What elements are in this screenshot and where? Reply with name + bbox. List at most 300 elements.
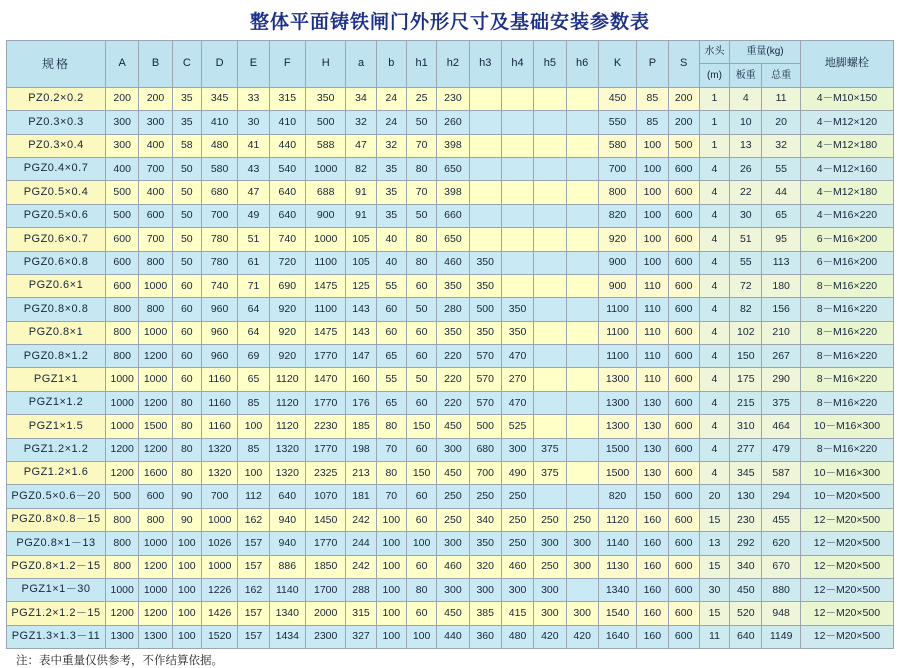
cell-P: 100: [637, 157, 668, 180]
cell-h5: [534, 87, 566, 110]
cell-h4: [501, 204, 533, 227]
cell-spec: PZ0.2×0.2: [7, 87, 106, 110]
cell-D: 1000: [201, 508, 237, 531]
cell-head: 4: [699, 157, 729, 180]
cell-C: 100: [172, 555, 201, 578]
cell-bolt: 10－M20×500: [800, 485, 893, 508]
cell-H: 1770: [305, 391, 345, 414]
cell-spec: PGZ1×1－30: [7, 578, 106, 601]
table-row: [7, 111, 894, 134]
table-row: [7, 485, 894, 508]
cell-h2: 230: [437, 87, 469, 110]
cell-F: 886: [269, 555, 305, 578]
th-f: F: [269, 41, 305, 88]
cell-A: 1000: [106, 391, 139, 414]
cell-C: 35: [172, 87, 201, 110]
cell-F: 920: [269, 321, 305, 344]
cell-h3: [469, 134, 501, 157]
cell-total: 20: [762, 111, 800, 134]
cell-h3: 500: [469, 415, 501, 438]
cell-h3: 385: [469, 602, 501, 625]
cell-total: 290: [762, 368, 800, 391]
cell-C: 50: [172, 157, 201, 180]
cell-E: 51: [238, 228, 269, 251]
cell-plate: 10: [730, 111, 762, 134]
cell-h1: 50: [406, 204, 436, 227]
cell-a: 91: [346, 204, 376, 227]
cell-h4: 470: [501, 345, 533, 368]
cell-h3: 340: [469, 508, 501, 531]
cell-b: 100: [376, 602, 406, 625]
cell-h2: 300: [437, 578, 469, 601]
cell-plate: 345: [730, 462, 762, 485]
cell-A: 1000: [106, 415, 139, 438]
cell-C: 50: [172, 228, 201, 251]
cell-plate: 450: [730, 578, 762, 601]
cell-S: 600: [668, 391, 699, 414]
cell-a: 32: [346, 111, 376, 134]
cell-A: 1300: [106, 625, 139, 648]
cell-h6: [566, 485, 598, 508]
cell-F: 640: [269, 485, 305, 508]
cell-K: 1130: [598, 555, 636, 578]
cell-P: 160: [637, 532, 668, 555]
cell-h3: 570: [469, 345, 501, 368]
table-row: [7, 508, 894, 531]
cell-F: 940: [269, 532, 305, 555]
cell-h5: 375: [534, 462, 566, 485]
cell-E: 85: [238, 391, 269, 414]
cell-S: 600: [668, 532, 699, 555]
th-h1: h1: [406, 41, 436, 88]
cell-total: 55: [762, 157, 800, 180]
cell-b: 80: [376, 462, 406, 485]
cell-h3: 300: [469, 578, 501, 601]
cell-b: 65: [376, 391, 406, 414]
cell-h2: 450: [437, 602, 469, 625]
cell-bolt: 10－M16×300: [800, 462, 893, 485]
cell-K: 920: [598, 228, 636, 251]
cell-bolt: 4－M16×220: [800, 204, 893, 227]
cell-H: 1770: [305, 345, 345, 368]
cell-a: 91: [346, 181, 376, 204]
cell-P: 160: [637, 508, 668, 531]
cell-head: 4: [699, 181, 729, 204]
cell-b: 40: [376, 251, 406, 274]
cell-h5: [534, 111, 566, 134]
cell-b: 100: [376, 508, 406, 531]
cell-C: 90: [172, 485, 201, 508]
cell-h2: 450: [437, 462, 469, 485]
cell-h4: [501, 134, 533, 157]
th-h4: h4: [501, 41, 533, 88]
cell-total: 32: [762, 134, 800, 157]
cell-h3: [469, 228, 501, 251]
cell-bolt: 4－M10×150: [800, 87, 893, 110]
cell-h3: 250: [469, 485, 501, 508]
cell-head: 4: [699, 345, 729, 368]
cell-h6: 420: [566, 625, 598, 648]
cell-h3: 570: [469, 368, 501, 391]
cell-spec: PGZ0.6×0.8: [7, 251, 106, 274]
cell-a: 244: [346, 532, 376, 555]
cell-F: 1140: [269, 578, 305, 601]
cell-E: 61: [238, 251, 269, 274]
cell-F: 920: [269, 298, 305, 321]
cell-h6: [566, 87, 598, 110]
table-row: [7, 345, 894, 368]
cell-C: 50: [172, 181, 201, 204]
cell-h5: [534, 298, 566, 321]
cell-h5: 250: [534, 508, 566, 531]
cell-total: 880: [762, 578, 800, 601]
cell-a: 181: [346, 485, 376, 508]
cell-b: 70: [376, 438, 406, 461]
cell-K: 1340: [598, 578, 636, 601]
cell-K: 1300: [598, 368, 636, 391]
cell-a: 147: [346, 345, 376, 368]
cell-A: 300: [106, 111, 139, 134]
cell-E: 65: [238, 368, 269, 391]
cell-B: 400: [139, 181, 172, 204]
cell-F: 1320: [269, 462, 305, 485]
cell-B: 400: [139, 134, 172, 157]
table-row: [7, 415, 894, 438]
cell-h3: 500: [469, 298, 501, 321]
table-row: [7, 625, 894, 648]
th-head-water-unit: (m): [699, 64, 729, 87]
cell-b: 80: [376, 415, 406, 438]
cell-h3: 700: [469, 462, 501, 485]
cell-h1: 80: [406, 157, 436, 180]
cell-h2: 250: [437, 508, 469, 531]
cell-b: 70: [376, 485, 406, 508]
cell-P: 100: [637, 251, 668, 274]
cell-h2: 300: [437, 438, 469, 461]
cell-plate: 130: [730, 485, 762, 508]
cell-A: 400: [106, 157, 139, 180]
table-row: [7, 204, 894, 227]
cell-h1: 100: [406, 532, 436, 555]
cell-head: 4: [699, 251, 729, 274]
cell-K: 900: [598, 251, 636, 274]
cell-D: 580: [201, 157, 237, 180]
cell-h2: 650: [437, 228, 469, 251]
cell-F: 640: [269, 181, 305, 204]
parameter-table: [6, 40, 894, 649]
th-e: E: [238, 41, 269, 88]
cell-h1: 60: [406, 438, 436, 461]
table-row: [7, 87, 894, 110]
cell-h6: [566, 228, 598, 251]
cell-h2: 440: [437, 625, 469, 648]
cell-total: 65: [762, 204, 800, 227]
cell-A: 600: [106, 251, 139, 274]
cell-P: 110: [637, 345, 668, 368]
cell-C: 60: [172, 321, 201, 344]
table-row: [7, 462, 894, 485]
cell-h2: 280: [437, 298, 469, 321]
cell-head: 4: [699, 204, 729, 227]
cell-bolt: 10－M16×300: [800, 415, 893, 438]
cell-K: 1100: [598, 345, 636, 368]
cell-bolt: 6－M16×200: [800, 251, 893, 274]
cell-P: 110: [637, 298, 668, 321]
cell-plate: 520: [730, 602, 762, 625]
cell-bolt: 8－M16×220: [800, 368, 893, 391]
cell-bolt: 8－M16×220: [800, 321, 893, 344]
cell-K: 1140: [598, 532, 636, 555]
cell-E: 100: [238, 462, 269, 485]
cell-bolt: 12－M20×500: [800, 508, 893, 531]
table-row: [7, 391, 894, 414]
cell-spec: PGZ0.8×1－13: [7, 532, 106, 555]
th-c: C: [172, 41, 201, 88]
cell-B: 1300: [139, 625, 172, 648]
cell-C: 60: [172, 298, 201, 321]
cell-K: 1100: [598, 321, 636, 344]
cell-total: 95: [762, 228, 800, 251]
cell-a: 160: [346, 368, 376, 391]
cell-b: 100: [376, 555, 406, 578]
cell-h2: 450: [437, 415, 469, 438]
cell-C: 100: [172, 578, 201, 601]
cell-bolt: 4－M12×120: [800, 111, 893, 134]
cell-C: 90: [172, 508, 201, 531]
cell-plate: 340: [730, 555, 762, 578]
cell-b: 35: [376, 157, 406, 180]
cell-spec: PGZ0.8×1: [7, 321, 106, 344]
cell-plate: 175: [730, 368, 762, 391]
cell-a: 198: [346, 438, 376, 461]
cell-D: 960: [201, 345, 237, 368]
cell-h5: [534, 415, 566, 438]
th-p: P: [637, 41, 668, 88]
cell-h6: [566, 391, 598, 414]
cell-a: 315: [346, 602, 376, 625]
cell-h6: [566, 134, 598, 157]
cell-bolt: 8－M16×220: [800, 391, 893, 414]
cell-h4: 270: [501, 368, 533, 391]
th-bolt: 地脚螺栓: [800, 41, 893, 88]
cell-b: 35: [376, 204, 406, 227]
cell-H: 2325: [305, 462, 345, 485]
cell-S: 600: [668, 345, 699, 368]
cell-P: 100: [637, 228, 668, 251]
cell-E: 85: [238, 438, 269, 461]
cell-F: 640: [269, 204, 305, 227]
cell-B: 700: [139, 228, 172, 251]
cell-h3: 320: [469, 555, 501, 578]
cell-a: 185: [346, 415, 376, 438]
cell-plate: 51: [730, 228, 762, 251]
cell-h4: [501, 251, 533, 274]
th-h5: h5: [534, 41, 566, 88]
cell-D: 1320: [201, 462, 237, 485]
cell-h5: [534, 368, 566, 391]
th-h2: h2: [437, 41, 469, 88]
cell-head: 1: [699, 134, 729, 157]
table-head: [7, 41, 894, 88]
cell-A: 800: [106, 345, 139, 368]
cell-F: 1340: [269, 602, 305, 625]
table-row: [7, 298, 894, 321]
cell-A: 800: [106, 555, 139, 578]
cell-h2: 250: [437, 485, 469, 508]
cell-h3: [469, 181, 501, 204]
cell-H: 2230: [305, 415, 345, 438]
th-d: D: [201, 41, 237, 88]
table-row: [7, 555, 894, 578]
cell-head: 1: [699, 111, 729, 134]
cell-K: 900: [598, 274, 636, 297]
cell-S: 600: [668, 625, 699, 648]
cell-plate: 292: [730, 532, 762, 555]
cell-h5: [534, 345, 566, 368]
table-row: [7, 321, 894, 344]
cell-head: 15: [699, 508, 729, 531]
page-title: 整体平面铸铁闸门外形尺寸及基础安装参数表: [249, 11, 650, 33]
cell-C: 35: [172, 111, 201, 134]
cell-P: 160: [637, 578, 668, 601]
cell-spec: PGZ1×1: [7, 368, 106, 391]
cell-K: 1100: [598, 298, 636, 321]
cell-head: 15: [699, 555, 729, 578]
cell-h1: 100: [406, 625, 436, 648]
cell-C: 80: [172, 462, 201, 485]
cell-H: 2000: [305, 602, 345, 625]
cell-total: 375: [762, 391, 800, 414]
cell-h3: [469, 111, 501, 134]
cell-F: 440: [269, 134, 305, 157]
cell-K: 1120: [598, 508, 636, 531]
cell-total: 670: [762, 555, 800, 578]
cell-a: 213: [346, 462, 376, 485]
cell-B: 1000: [139, 532, 172, 555]
cell-H: 900: [305, 204, 345, 227]
cell-S: 600: [668, 251, 699, 274]
cell-spec: PGZ1×1.2: [7, 391, 106, 414]
cell-D: 700: [201, 485, 237, 508]
cell-S: 200: [668, 111, 699, 134]
cell-h1: 60: [406, 555, 436, 578]
cell-a: 34: [346, 87, 376, 110]
cell-spec: PGZ0.4×0.7: [7, 157, 106, 180]
cell-h2: 660: [437, 204, 469, 227]
cell-h5: 300: [534, 602, 566, 625]
cell-plate: 26: [730, 157, 762, 180]
cell-bolt: 12－M20×500: [800, 625, 893, 648]
cell-b: 60: [376, 298, 406, 321]
table-row: [7, 602, 894, 625]
cell-a: 105: [346, 228, 376, 251]
cell-a: 82: [346, 157, 376, 180]
cell-h6: [566, 321, 598, 344]
table-row: [7, 368, 894, 391]
cell-A: 600: [106, 228, 139, 251]
cell-a: 288: [346, 578, 376, 601]
cell-S: 600: [668, 204, 699, 227]
cell-h5: [534, 134, 566, 157]
cell-K: 700: [598, 157, 636, 180]
cell-h2: 350: [437, 274, 469, 297]
cell-C: 60: [172, 345, 201, 368]
cell-C: 50: [172, 204, 201, 227]
cell-h6: [566, 274, 598, 297]
cell-K: 1640: [598, 625, 636, 648]
cell-S: 200: [668, 87, 699, 110]
cell-C: 60: [172, 274, 201, 297]
cell-h5: [534, 228, 566, 251]
cell-plate: 13: [730, 134, 762, 157]
cell-B: 1000: [139, 274, 172, 297]
table-row: [7, 438, 894, 461]
cell-h1: 80: [406, 251, 436, 274]
cell-h2: 220: [437, 345, 469, 368]
table-row: [7, 578, 894, 601]
cell-D: 960: [201, 298, 237, 321]
cell-b: 24: [376, 87, 406, 110]
table-row: [7, 134, 894, 157]
th-s: S: [668, 41, 699, 88]
cell-h2: 460: [437, 555, 469, 578]
cell-S: 600: [668, 578, 699, 601]
cell-total: 620: [762, 532, 800, 555]
cell-h4: 300: [501, 578, 533, 601]
cell-S: 600: [668, 298, 699, 321]
cell-F: 920: [269, 345, 305, 368]
cell-B: 800: [139, 508, 172, 531]
cell-a: 143: [346, 298, 376, 321]
cell-H: 2300: [305, 625, 345, 648]
cell-S: 600: [668, 602, 699, 625]
cell-A: 800: [106, 298, 139, 321]
th-a: A: [106, 41, 139, 88]
cell-E: 49: [238, 204, 269, 227]
cell-H: 1000: [305, 228, 345, 251]
cell-total: 294: [762, 485, 800, 508]
cell-h6: 300: [566, 532, 598, 555]
cell-h3: 350: [469, 532, 501, 555]
cell-h1: 60: [406, 391, 436, 414]
cell-h2: 650: [437, 157, 469, 180]
cell-h6: [566, 438, 598, 461]
cell-total: 455: [762, 508, 800, 531]
cell-spec: PGZ1×1.5: [7, 415, 106, 438]
cell-D: 1000: [201, 555, 237, 578]
cell-h6: [566, 415, 598, 438]
cell-h1: 60: [406, 345, 436, 368]
cell-h3: 350: [469, 274, 501, 297]
cell-P: 130: [637, 415, 668, 438]
cell-F: 315: [269, 87, 305, 110]
cell-h5: [534, 157, 566, 180]
cell-A: 500: [106, 204, 139, 227]
cell-K: 580: [598, 134, 636, 157]
cell-D: 345: [201, 87, 237, 110]
cell-C: 100: [172, 625, 201, 648]
cell-B: 700: [139, 157, 172, 180]
cell-h5: [534, 321, 566, 344]
cell-b: 35: [376, 181, 406, 204]
cell-bolt: 4－M12×160: [800, 157, 893, 180]
cell-b: 100: [376, 532, 406, 555]
cell-E: 157: [238, 602, 269, 625]
cell-H: 1450: [305, 508, 345, 531]
cell-F: 720: [269, 251, 305, 274]
cell-H: 1475: [305, 321, 345, 344]
cell-H: 688: [305, 181, 345, 204]
